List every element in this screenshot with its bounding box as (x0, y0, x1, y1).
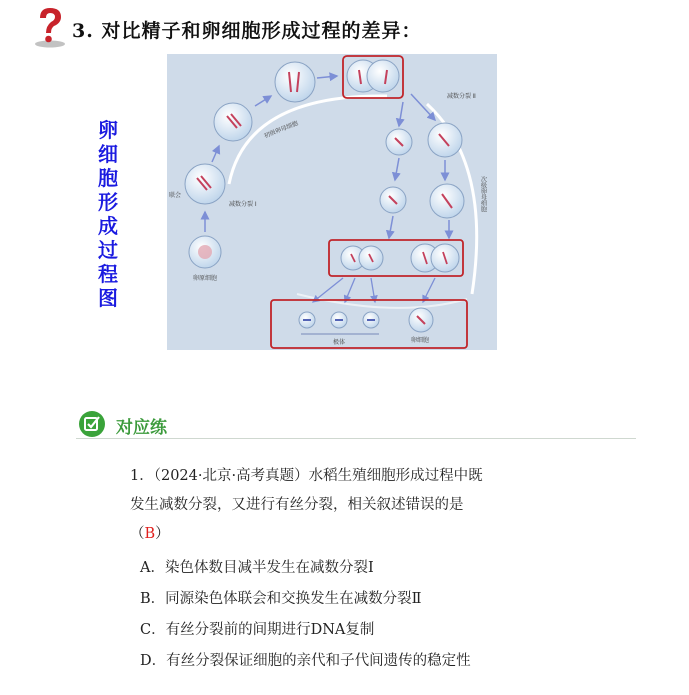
label-meiosis-1: 减数分裂 Ⅰ (229, 201, 257, 208)
oogenesis-diagram (167, 54, 497, 350)
primary-oocyte-metaphase-cell (275, 62, 315, 102)
answer-value: B (144, 526, 156, 542)
page-title: 3. 对比精子和卵细胞形成过程的差异： (72, 20, 422, 42)
question-stem (130, 462, 570, 549)
label-meiosis-2: 减数分裂 Ⅱ (447, 93, 476, 100)
question-line-1: 1．（2024·北京·高考真题）水稻生殖细胞形成过程中既 (130, 468, 483, 484)
label-polar-body: 极体 (333, 339, 346, 346)
arc-upper (229, 96, 387, 184)
label-synapsis: 联会 (169, 192, 182, 199)
synapsis-cell (185, 164, 225, 204)
side-label: 卵细胞形成过程图 (98, 118, 118, 310)
question-mark-icon (30, 4, 70, 48)
label-oogonium: 卵原细胞 (193, 275, 218, 282)
label-egg: 卵细胞 (411, 337, 430, 344)
option-b: B．同源染色体联会和交换发生在减数分裂Ⅱ (140, 591, 422, 607)
answer-line: （B） (130, 526, 170, 542)
label-primary-oocyte: 初级卵母细胞 (263, 119, 300, 140)
check-icon (78, 410, 106, 438)
option-d: D．有丝分裂保证细胞的亲代和子代间遗传的稳定性 (140, 653, 471, 669)
question-line-2: 发生减数分裂，又进行有丝分裂，相关叙述错误的是 (130, 497, 464, 513)
section-title: 对应练 (116, 418, 167, 438)
option-a: A．染色体数目减半发生在减数分裂Ⅰ (140, 560, 374, 576)
label-secondary-oocyte: 次级卵母细胞 (479, 176, 487, 212)
option-c: C．有丝分裂前的间期进行DNA复制 (140, 622, 375, 638)
section-header (76, 408, 636, 439)
